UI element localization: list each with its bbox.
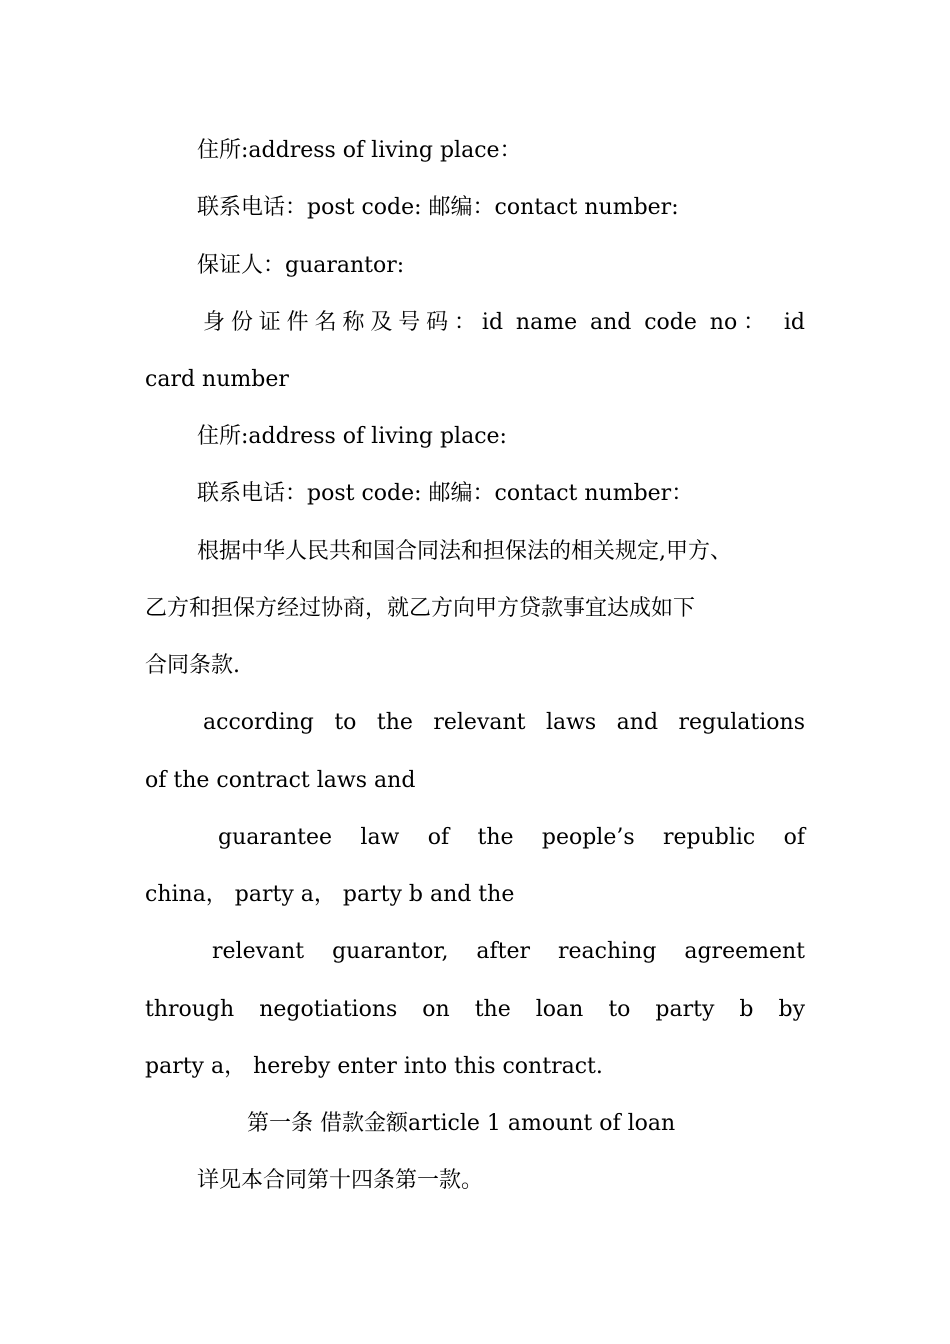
preamble-cn-line-2: 乙方和担保方经过协商，就乙方向甲方贷款事宜达成如下	[145, 596, 696, 621]
guarantor-line: 保证人：guarantor:	[197, 253, 405, 278]
preamble-en-line-5: relevant guarantor, after reaching agreement	[212, 939, 805, 964]
preamble-en-line-1: according to the relevant laws and regulations	[203, 710, 805, 735]
guarantor-address-line: 住所:address of living place:	[197, 424, 507, 449]
preamble-en-line-6: through negotiations on the loan to party b by	[145, 997, 805, 1022]
preamble-en-line-3: guarantee law of the people’s republic of	[218, 825, 805, 850]
party-a-contact-line: 联系电话：post code: 邮编：contact number:	[197, 195, 679, 220]
preamble-cn-line-1: 根据中华人民共和国合同法和担保法的相关规定,甲方、	[197, 539, 732, 564]
preamble-en-line-2: of the contract laws and	[145, 768, 416, 793]
guarantor-contact-line: 联系电话：post code: 邮编：contact number：	[197, 481, 694, 506]
party-a-address-line: 住所:address of living place：	[197, 138, 522, 163]
guarantor-id-line: 身份证件名称及号码：id name and code no： id	[203, 310, 805, 335]
preamble-en-line-7: party a， hereby enter into this contract.	[145, 1054, 603, 1079]
preamble-en-line-4: china， party a， party b and the	[145, 882, 515, 907]
guarantor-id-line-cont: card number	[145, 367, 289, 392]
article-1-heading: 第一条 借款金额article 1 amount of loan	[247, 1111, 676, 1136]
preamble-cn-line-3: 合同条款.	[145, 653, 240, 678]
article-1-body: 详见本合同第十四条第一款。	[197, 1168, 484, 1193]
